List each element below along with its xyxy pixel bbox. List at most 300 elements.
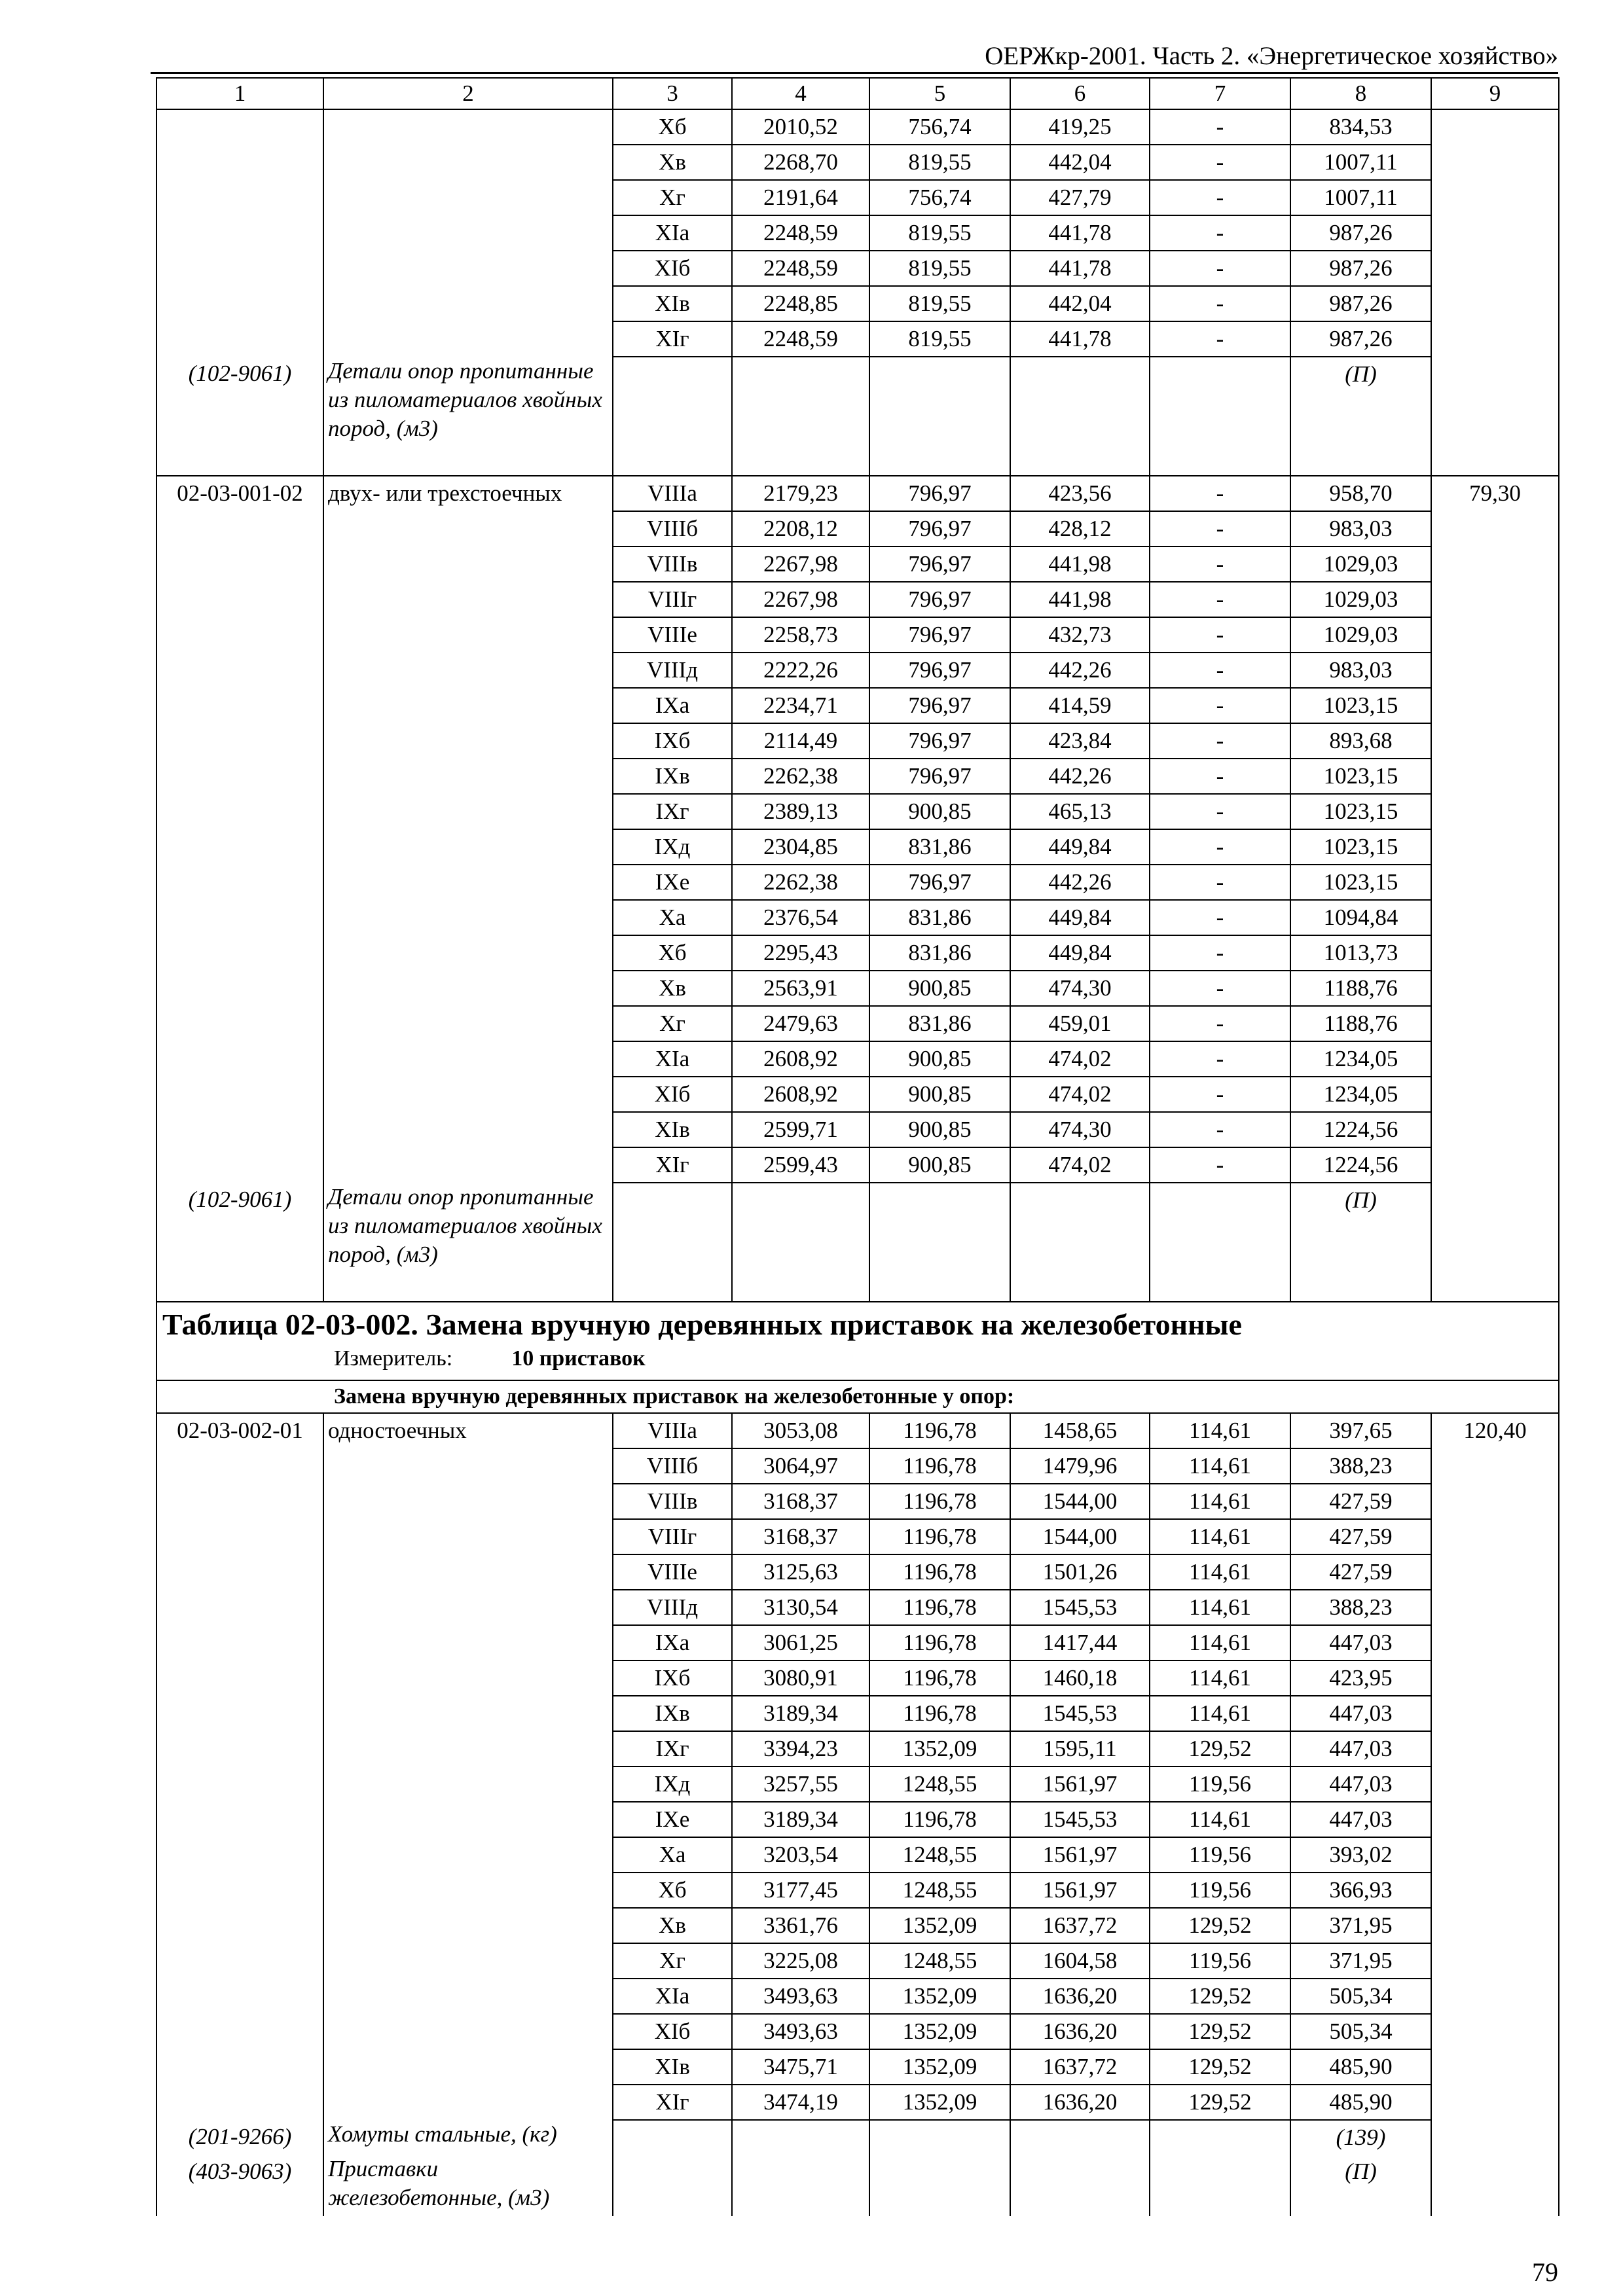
region-cell: XIв (613, 1112, 732, 1147)
empty-cell (613, 1183, 732, 1302)
rate-code: 02-03-002-01 (156, 1413, 323, 2120)
value-cell: - (1150, 511, 1290, 547)
value-cell: 756,74 (869, 109, 1010, 145)
value-cell: 449,84 (1010, 935, 1150, 971)
region-cell: XIв (613, 286, 732, 321)
value-cell: 987,26 (1290, 251, 1431, 286)
empty-cell (1431, 1183, 1559, 1302)
region-cell: XIб (613, 2014, 732, 2049)
value-cell: 474,02 (1010, 1041, 1150, 1077)
value-cell: 1224,56 (1290, 1112, 1431, 1147)
unit-value: 10 приставок (511, 1346, 646, 1371)
table-row (156, 476, 1559, 511)
value-cell: 2304,85 (732, 829, 869, 865)
value-cell: 2234,71 (732, 688, 869, 723)
value-cell: 2267,98 (732, 582, 869, 617)
value-cell: 987,26 (1290, 286, 1431, 321)
value-cell: - (1150, 286, 1290, 321)
value-cell: 834,53 (1290, 109, 1431, 145)
value-cell: 2114,49 (732, 723, 869, 759)
material-qty: (П) (1290, 357, 1431, 476)
value-cell: 819,55 (869, 215, 1010, 251)
value-cell: 3493,63 (732, 1979, 869, 2014)
value-cell: 1196,78 (869, 1448, 1010, 1484)
value-cell: 441,78 (1010, 215, 1150, 251)
value-cell: - (1150, 794, 1290, 829)
value-cell: 900,85 (869, 1077, 1010, 1112)
page-number: 79 (1532, 2257, 1558, 2287)
empty-cell (1010, 1183, 1150, 1302)
value-cell: 1479,96 (1010, 1448, 1150, 1484)
value-cell: 1029,03 (1290, 617, 1431, 653)
value-cell: 1595,11 (1010, 1731, 1150, 1767)
value-cell: - (1150, 1112, 1290, 1147)
value-cell: 987,26 (1290, 215, 1431, 251)
value-cell: - (1150, 1041, 1290, 1077)
region-cell: VIIIб (613, 1448, 732, 1484)
col-num: 7 (1150, 78, 1290, 109)
table-row (156, 109, 1559, 145)
table-row (156, 1413, 1559, 1448)
value-cell: 831,86 (869, 1006, 1010, 1041)
value-cell: 3168,37 (732, 1484, 869, 1519)
empty-cell (869, 357, 1010, 476)
col-num: 5 (869, 78, 1010, 109)
labor-cost (1431, 109, 1559, 357)
value-cell: 3394,23 (732, 1731, 869, 1767)
value-cell: 796,97 (869, 723, 1010, 759)
value-cell: 1352,09 (869, 2085, 1010, 2120)
value-cell: 474,02 (1010, 1077, 1150, 1112)
value-cell: 3475,71 (732, 2049, 869, 2085)
region-cell: XIг (613, 2085, 732, 2120)
region-cell: VIIIб (613, 511, 732, 547)
value-cell: 1196,78 (869, 1696, 1010, 1731)
value-cell: 2248,59 (732, 215, 869, 251)
value-cell: 2599,71 (732, 1112, 869, 1147)
material-code: (102-9061) (156, 357, 323, 476)
value-cell: 423,95 (1290, 1660, 1431, 1696)
value-cell: 485,90 (1290, 2049, 1431, 2085)
value-cell: 366,93 (1290, 1873, 1431, 1908)
material-row (156, 357, 1559, 476)
region-cell: Xб (613, 109, 732, 145)
value-cell: 796,97 (869, 653, 1010, 688)
value-cell: 371,95 (1290, 1943, 1431, 1979)
value-cell: 831,86 (869, 935, 1010, 971)
region-cell: VIIIа (613, 476, 732, 511)
rate-code: 02-03-001-02 (156, 476, 323, 1183)
material-code: (102-9061) (156, 1183, 323, 1302)
value-cell: 831,86 (869, 829, 1010, 865)
col-num: 4 (732, 78, 869, 109)
value-cell: 1196,78 (869, 1590, 1010, 1625)
work-name: двух- или трехстоечных (323, 476, 613, 1183)
value-cell: 1234,05 (1290, 1077, 1431, 1112)
value-cell: 447,03 (1290, 1731, 1431, 1767)
material-name: Детали опор пропитанные из пиломатериалов хвойных пород, (м3) (323, 1183, 613, 1302)
region-cell: XIб (613, 251, 732, 286)
value-cell: 1561,97 (1010, 1767, 1150, 1802)
col-num: 6 (1010, 78, 1150, 109)
material-qty: (П) (1290, 1183, 1431, 1302)
value-cell: 3189,34 (732, 1696, 869, 1731)
value-cell: 428,12 (1010, 511, 1150, 547)
value-cell: 459,01 (1010, 1006, 1150, 1041)
table-subtitle: Замена вручную деревянных приставок на железобетонные у опор: (156, 1380, 1559, 1413)
region-cell: Xг (613, 180, 732, 215)
value-cell: 1196,78 (869, 1625, 1010, 1660)
value-cell: 1545,53 (1010, 1802, 1150, 1837)
rate-code (156, 109, 323, 357)
value-cell: 441,98 (1010, 582, 1150, 617)
value-cell: 1007,11 (1290, 145, 1431, 180)
value-cell: 432,73 (1010, 617, 1150, 653)
region-cell: Xв (613, 1908, 732, 1943)
empty-cell (869, 2155, 1010, 2216)
value-cell: 3064,97 (732, 1448, 869, 1484)
value-cell: 900,85 (869, 971, 1010, 1006)
region-cell: XIа (613, 215, 732, 251)
col-num: 2 (323, 78, 613, 109)
material-row (156, 2155, 1559, 2216)
value-cell: - (1150, 180, 1290, 215)
value-cell: 1023,15 (1290, 865, 1431, 900)
value-cell: 1248,55 (869, 1837, 1010, 1873)
value-cell: 442,26 (1010, 653, 1150, 688)
value-cell: 474,30 (1010, 971, 1150, 1006)
value-cell: 119,56 (1150, 1767, 1290, 1802)
value-cell: 1023,15 (1290, 829, 1431, 865)
empty-cell (613, 2155, 732, 2216)
value-cell: 441,78 (1010, 321, 1150, 357)
value-cell: - (1150, 1006, 1290, 1041)
value-cell: 129,52 (1150, 2014, 1290, 2049)
value-cell: 114,61 (1150, 1413, 1290, 1448)
region-cell: IXв (613, 1696, 732, 1731)
value-cell: 114,61 (1150, 1625, 1290, 1660)
value-cell: - (1150, 476, 1290, 511)
region-cell: Xб (613, 935, 732, 971)
rates-table-body (156, 78, 1559, 2216)
value-cell: 465,13 (1010, 794, 1150, 829)
value-cell: - (1150, 900, 1290, 935)
value-cell: 114,61 (1150, 1519, 1290, 1554)
value-cell: 1248,55 (869, 1943, 1010, 1979)
value-cell: 129,52 (1150, 1908, 1290, 1943)
value-cell: 1029,03 (1290, 547, 1431, 582)
region-cell: IXг (613, 1731, 732, 1767)
value-cell: 1013,73 (1290, 935, 1431, 971)
value-cell: 449,84 (1010, 829, 1150, 865)
value-cell: 1196,78 (869, 1484, 1010, 1519)
value-cell: 2267,98 (732, 547, 869, 582)
material-qty: (139) (1290, 2120, 1431, 2155)
value-cell: 900,85 (869, 1112, 1010, 1147)
value-cell: 1545,53 (1010, 1696, 1150, 1731)
value-cell: 983,03 (1290, 653, 1431, 688)
value-cell: 1023,15 (1290, 759, 1431, 794)
value-cell: 796,97 (869, 547, 1010, 582)
value-cell: 114,61 (1150, 1590, 1290, 1625)
value-cell: - (1150, 617, 1290, 653)
material-code: (201-9266) (156, 2120, 323, 2155)
empty-cell (1150, 357, 1290, 476)
material-row (156, 2120, 1559, 2155)
value-cell: 3080,91 (732, 1660, 869, 1696)
empty-cell (1010, 2120, 1150, 2155)
value-cell: 1352,09 (869, 2049, 1010, 2085)
value-cell: 1234,05 (1290, 1041, 1431, 1077)
value-cell: 1248,55 (869, 1767, 1010, 1802)
value-cell: 474,02 (1010, 1147, 1150, 1183)
value-cell: 958,70 (1290, 476, 1431, 511)
value-cell: 1023,15 (1290, 688, 1431, 723)
value-cell: - (1150, 547, 1290, 582)
value-cell: 2222,26 (732, 653, 869, 688)
value-cell: 114,61 (1150, 1484, 1290, 1519)
value-cell: 1545,53 (1010, 1590, 1150, 1625)
value-cell: 114,61 (1150, 1554, 1290, 1590)
value-cell: 442,26 (1010, 759, 1150, 794)
labor-cost: 120,40 (1431, 1413, 1559, 2120)
region-cell: VIIIд (613, 653, 732, 688)
material-row (156, 1183, 1559, 1302)
value-cell: 397,65 (1290, 1413, 1431, 1448)
empty-cell (1431, 2155, 1559, 2216)
value-cell: 1544,00 (1010, 1484, 1150, 1519)
value-cell: 474,30 (1010, 1112, 1150, 1147)
value-cell: 427,59 (1290, 1519, 1431, 1554)
region-cell: IXб (613, 1660, 732, 1696)
value-cell: 983,03 (1290, 511, 1431, 547)
value-cell: 114,61 (1150, 1802, 1290, 1837)
header-rule (151, 72, 1558, 74)
value-cell: 423,84 (1010, 723, 1150, 759)
work-name: одностоечных (323, 1413, 613, 2120)
value-cell: 388,23 (1290, 1590, 1431, 1625)
material-qty: (П) (1290, 2155, 1431, 2216)
running-header: ОЕРЖкр-2001. Часть 2. «Энергетическое хозяйство» (985, 42, 1558, 70)
value-cell: 114,61 (1150, 1660, 1290, 1696)
value-cell: 2191,64 (732, 180, 869, 215)
region-cell: IXд (613, 829, 732, 865)
value-cell: 1636,20 (1010, 2014, 1150, 2049)
value-cell: 796,97 (869, 582, 1010, 617)
value-cell: 900,85 (869, 1147, 1010, 1183)
value-cell: 1637,72 (1010, 2049, 1150, 2085)
column-number-row (156, 78, 1559, 109)
value-cell: 1196,78 (869, 1660, 1010, 1696)
region-cell: VIIIг (613, 582, 732, 617)
value-cell: 427,59 (1290, 1484, 1431, 1519)
value-cell: 2262,38 (732, 865, 869, 900)
value-cell: 442,04 (1010, 286, 1150, 321)
value-cell: 893,68 (1290, 723, 1431, 759)
value-cell: 3130,54 (732, 1590, 869, 1625)
col-num: 9 (1431, 78, 1559, 109)
region-cell: VIIIв (613, 547, 732, 582)
value-cell: 114,61 (1150, 1696, 1290, 1731)
rates-table (156, 77, 1559, 2216)
region-cell: Xв (613, 971, 732, 1006)
value-cell: - (1150, 829, 1290, 865)
value-cell: 447,03 (1290, 1625, 1431, 1660)
value-cell: 129,52 (1150, 2049, 1290, 2085)
region-cell: IXа (613, 1625, 732, 1660)
region-cell: VIIIа (613, 1413, 732, 1448)
value-cell: 2010,52 (732, 109, 869, 145)
empty-cell (613, 2120, 732, 2155)
value-cell: 393,02 (1290, 1837, 1431, 1873)
value-cell: - (1150, 109, 1290, 145)
value-cell: 1188,76 (1290, 1006, 1431, 1041)
value-cell: 2376,54 (732, 900, 869, 935)
value-cell: 1501,26 (1010, 1554, 1150, 1590)
value-cell: 427,79 (1010, 180, 1150, 215)
value-cell: - (1150, 145, 1290, 180)
value-cell: 2179,23 (732, 476, 869, 511)
value-cell: 987,26 (1290, 321, 1431, 357)
value-cell: 414,59 (1010, 688, 1150, 723)
value-cell: 447,03 (1290, 1802, 1431, 1837)
value-cell: 1352,09 (869, 2014, 1010, 2049)
region-cell: XIв (613, 2049, 732, 2085)
value-cell: - (1150, 321, 1290, 357)
region-cell: XIг (613, 1147, 732, 1183)
region-cell: Xа (613, 900, 732, 935)
value-cell: 129,52 (1150, 2085, 1290, 2120)
value-cell: 831,86 (869, 900, 1010, 935)
region-cell: XIг (613, 321, 732, 357)
region-cell: IXб (613, 723, 732, 759)
value-cell: 1636,20 (1010, 1979, 1150, 2014)
value-cell: 119,56 (1150, 1943, 1290, 1979)
value-cell: 3061,25 (732, 1625, 869, 1660)
value-cell: - (1150, 971, 1290, 1006)
value-cell: 1196,78 (869, 1413, 1010, 1448)
value-cell: 2262,38 (732, 759, 869, 794)
value-cell: - (1150, 759, 1290, 794)
value-cell: 900,85 (869, 794, 1010, 829)
unit-of-measure (162, 1347, 1554, 1371)
value-cell: 3168,37 (732, 1519, 869, 1554)
value-cell: - (1150, 935, 1290, 971)
value-cell: 1460,18 (1010, 1660, 1150, 1696)
value-cell: 796,97 (869, 511, 1010, 547)
empty-cell (869, 1183, 1010, 1302)
region-cell: IXд (613, 1767, 732, 1802)
value-cell: 819,55 (869, 321, 1010, 357)
region-cell: Xв (613, 145, 732, 180)
value-cell: 1023,15 (1290, 794, 1431, 829)
region-cell: Xг (613, 1006, 732, 1041)
value-cell: 1224,56 (1290, 1147, 1431, 1183)
material-name: Хомуты стальные, (кг) (323, 2120, 613, 2155)
region-cell: XIа (613, 1979, 732, 2014)
table-subtitle-row (156, 1380, 1559, 1413)
empty-cell (1010, 357, 1150, 476)
region-cell: VIIIд (613, 1590, 732, 1625)
value-cell: 2479,63 (732, 1006, 869, 1041)
region-cell: XIб (613, 1077, 732, 1112)
value-cell: 2248,59 (732, 251, 869, 286)
value-cell: 1352,09 (869, 1979, 1010, 2014)
table-title-text: Таблица 02-03-002. Замена вручную деревянных приставок на железобетонные (162, 1308, 1242, 1341)
value-cell: 1561,97 (1010, 1873, 1150, 1908)
value-cell: 505,34 (1290, 2014, 1431, 2049)
value-cell: 3177,45 (732, 1873, 869, 1908)
value-cell: 796,97 (869, 476, 1010, 511)
region-cell: IXе (613, 865, 732, 900)
region-cell: VIIIв (613, 1484, 732, 1519)
value-cell: 819,55 (869, 286, 1010, 321)
empty-cell (1150, 1183, 1290, 1302)
col-num: 3 (613, 78, 732, 109)
value-cell: 2248,59 (732, 321, 869, 357)
value-cell: - (1150, 653, 1290, 688)
unit-label: Измеритель: (334, 1346, 453, 1371)
value-cell: 2608,92 (732, 1041, 869, 1077)
empty-cell (1150, 2120, 1290, 2155)
value-cell: 447,03 (1290, 1696, 1431, 1731)
value-cell: 3493,63 (732, 2014, 869, 2049)
value-cell: 1458,65 (1010, 1413, 1150, 1448)
region-cell: VIIIе (613, 1554, 732, 1590)
value-cell: 447,03 (1290, 1767, 1431, 1802)
value-cell: 3257,55 (732, 1767, 869, 1802)
value-cell: 1561,97 (1010, 1837, 1150, 1873)
value-cell: 427,59 (1290, 1554, 1431, 1590)
value-cell: 2389,13 (732, 794, 869, 829)
value-cell: 3125,63 (732, 1554, 869, 1590)
region-cell: VIIIе (613, 617, 732, 653)
value-cell: - (1150, 723, 1290, 759)
table-title-row (156, 1302, 1559, 1380)
material-name: Приставки железобетонные, (м3) (323, 2155, 613, 2216)
work-name (323, 109, 613, 357)
value-cell: 3361,76 (732, 1908, 869, 1943)
value-cell: 442,26 (1010, 865, 1150, 900)
region-cell: Xг (613, 1943, 732, 1979)
value-cell: 388,23 (1290, 1448, 1431, 1484)
value-cell: 114,61 (1150, 1448, 1290, 1484)
value-cell: 119,56 (1150, 1873, 1290, 1908)
value-cell: 1544,00 (1010, 1519, 1150, 1554)
value-cell: 2608,92 (732, 1077, 869, 1112)
value-cell: 900,85 (869, 1041, 1010, 1077)
value-cell: 1248,55 (869, 1873, 1010, 1908)
value-cell: 1029,03 (1290, 582, 1431, 617)
empty-cell (732, 357, 869, 476)
region-cell: IXа (613, 688, 732, 723)
empty-cell (1150, 2155, 1290, 2216)
region-cell: XIа (613, 1041, 732, 1077)
value-cell: 1196,78 (869, 1802, 1010, 1837)
value-cell: 2248,85 (732, 286, 869, 321)
value-cell: 2258,73 (732, 617, 869, 653)
value-cell: 796,97 (869, 688, 1010, 723)
region-cell: IXв (613, 759, 732, 794)
value-cell: 1604,58 (1010, 1943, 1150, 1979)
value-cell: 1196,78 (869, 1519, 1010, 1554)
value-cell: 2268,70 (732, 145, 869, 180)
empty-cell (1431, 2120, 1559, 2155)
value-cell: 2563,91 (732, 971, 869, 1006)
value-cell: - (1150, 688, 1290, 723)
empty-cell (1431, 357, 1559, 476)
value-cell: - (1150, 865, 1290, 900)
